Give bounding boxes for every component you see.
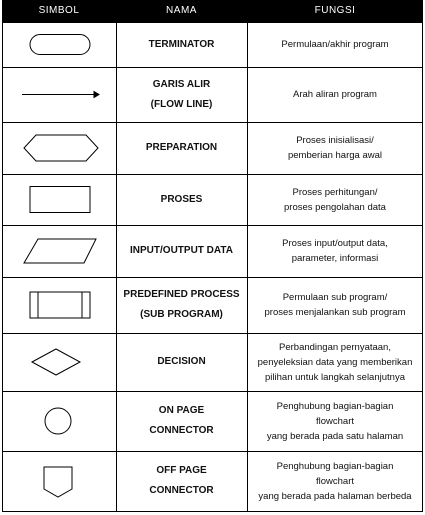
flowchart-symbol-table [2, 0, 423, 512]
symbol-function-line: proses menjalankan sub program [264, 307, 406, 318]
symbol-name-line: PREPARATION [145, 142, 218, 153]
off-page-connector-icon [44, 467, 72, 497]
row-function-cell [247, 391, 423, 451]
row-name-cell [116, 122, 247, 174]
symbol-function-line: Proses perhitungan/ [292, 186, 378, 198]
symbol-name-line: CONNECTOR [149, 485, 214, 496]
symbol-function-line: yang berada pada satu halaman [266, 430, 404, 442]
row-function-cell [247, 174, 423, 225]
row-function-cell [247, 451, 423, 511]
row-function-cell [247, 225, 423, 277]
symbol-function-line: flowchart [315, 475, 354, 487]
terminator-icon [30, 35, 90, 55]
row-name-cell [116, 174, 247, 225]
header-symbol: SIMBOL [38, 5, 80, 16]
row-name-cell [116, 451, 247, 511]
symbol-function-line: Arah aliran program [293, 89, 377, 100]
symbol-name-line: PROSES [160, 193, 203, 205]
row-name-cell [116, 67, 247, 122]
symbol-function-line: Proses inisialisasi/ [296, 135, 374, 146]
symbol-function-line: proses pengolahan data [284, 201, 386, 213]
symbol-function-line: Perbandingan pernyataan, [279, 341, 391, 353]
symbol-name-line: ON PAGE [158, 405, 205, 416]
row-name-cell [116, 277, 247, 333]
header-name: NAMA [166, 5, 197, 16]
symbol-name-line: (SUB PROGRAM) [140, 309, 223, 320]
row-name-cell [116, 391, 247, 451]
row-function-cell [247, 67, 423, 122]
symbol-function-line: parameter, informasi [291, 253, 379, 264]
symbol-name-line: OFF PAGE [156, 465, 207, 476]
preparation-icon [24, 135, 98, 161]
symbol-function-line: pemberian harga awal [287, 150, 382, 161]
decision-icon [32, 349, 80, 375]
symbol-name-line: GARIS ALIR [152, 78, 211, 90]
on-page-connector-icon [45, 408, 71, 434]
symbol-function-line: Penghubung bagian-bagian [276, 460, 394, 472]
symbol-function-line: penyeleksian data yang memberikan [257, 356, 413, 368]
row-function-cell [247, 122, 423, 174]
symbol-function-line: Penghubung bagian-bagian [276, 400, 394, 412]
symbol-name-line: PREDEFINED PROCESS [123, 289, 240, 300]
row-name-cell [116, 22, 247, 67]
row-function-cell [247, 277, 423, 333]
symbols-layer [2, 0, 116, 512]
row-name-cell [116, 333, 247, 391]
predefined-process-icon [30, 292, 90, 318]
symbol-name-line: TERMINATOR [148, 38, 215, 50]
symbol-name-line: (FLOW LINE) [150, 98, 213, 110]
symbol-function-line: Proses input/output data, [282, 238, 388, 249]
process-icon [30, 187, 90, 213]
symbol-name-line: CONNECTOR [149, 425, 214, 436]
symbol-function-line: Permulaan/akhir program [281, 39, 389, 50]
arrowhead-icon [94, 92, 99, 98]
symbol-function-line: flowchart [315, 415, 354, 427]
symbol-function-line: pilihan untuk langkah selanjutnya [265, 371, 405, 383]
row-name-cell [116, 225, 247, 277]
input-output-icon [24, 239, 96, 263]
symbol-name-line: DECISION [157, 356, 206, 367]
symbol-name-line: INPUT/OUTPUT DATA [130, 245, 233, 256]
symbol-function-line: yang berada pada halaman berbeda [258, 490, 412, 502]
symbol-function-line: Permulaan sub program/ [282, 292, 388, 303]
header-function: FUNGSI [314, 5, 356, 16]
row-function-cell [247, 333, 423, 391]
row-function-cell [247, 22, 423, 67]
